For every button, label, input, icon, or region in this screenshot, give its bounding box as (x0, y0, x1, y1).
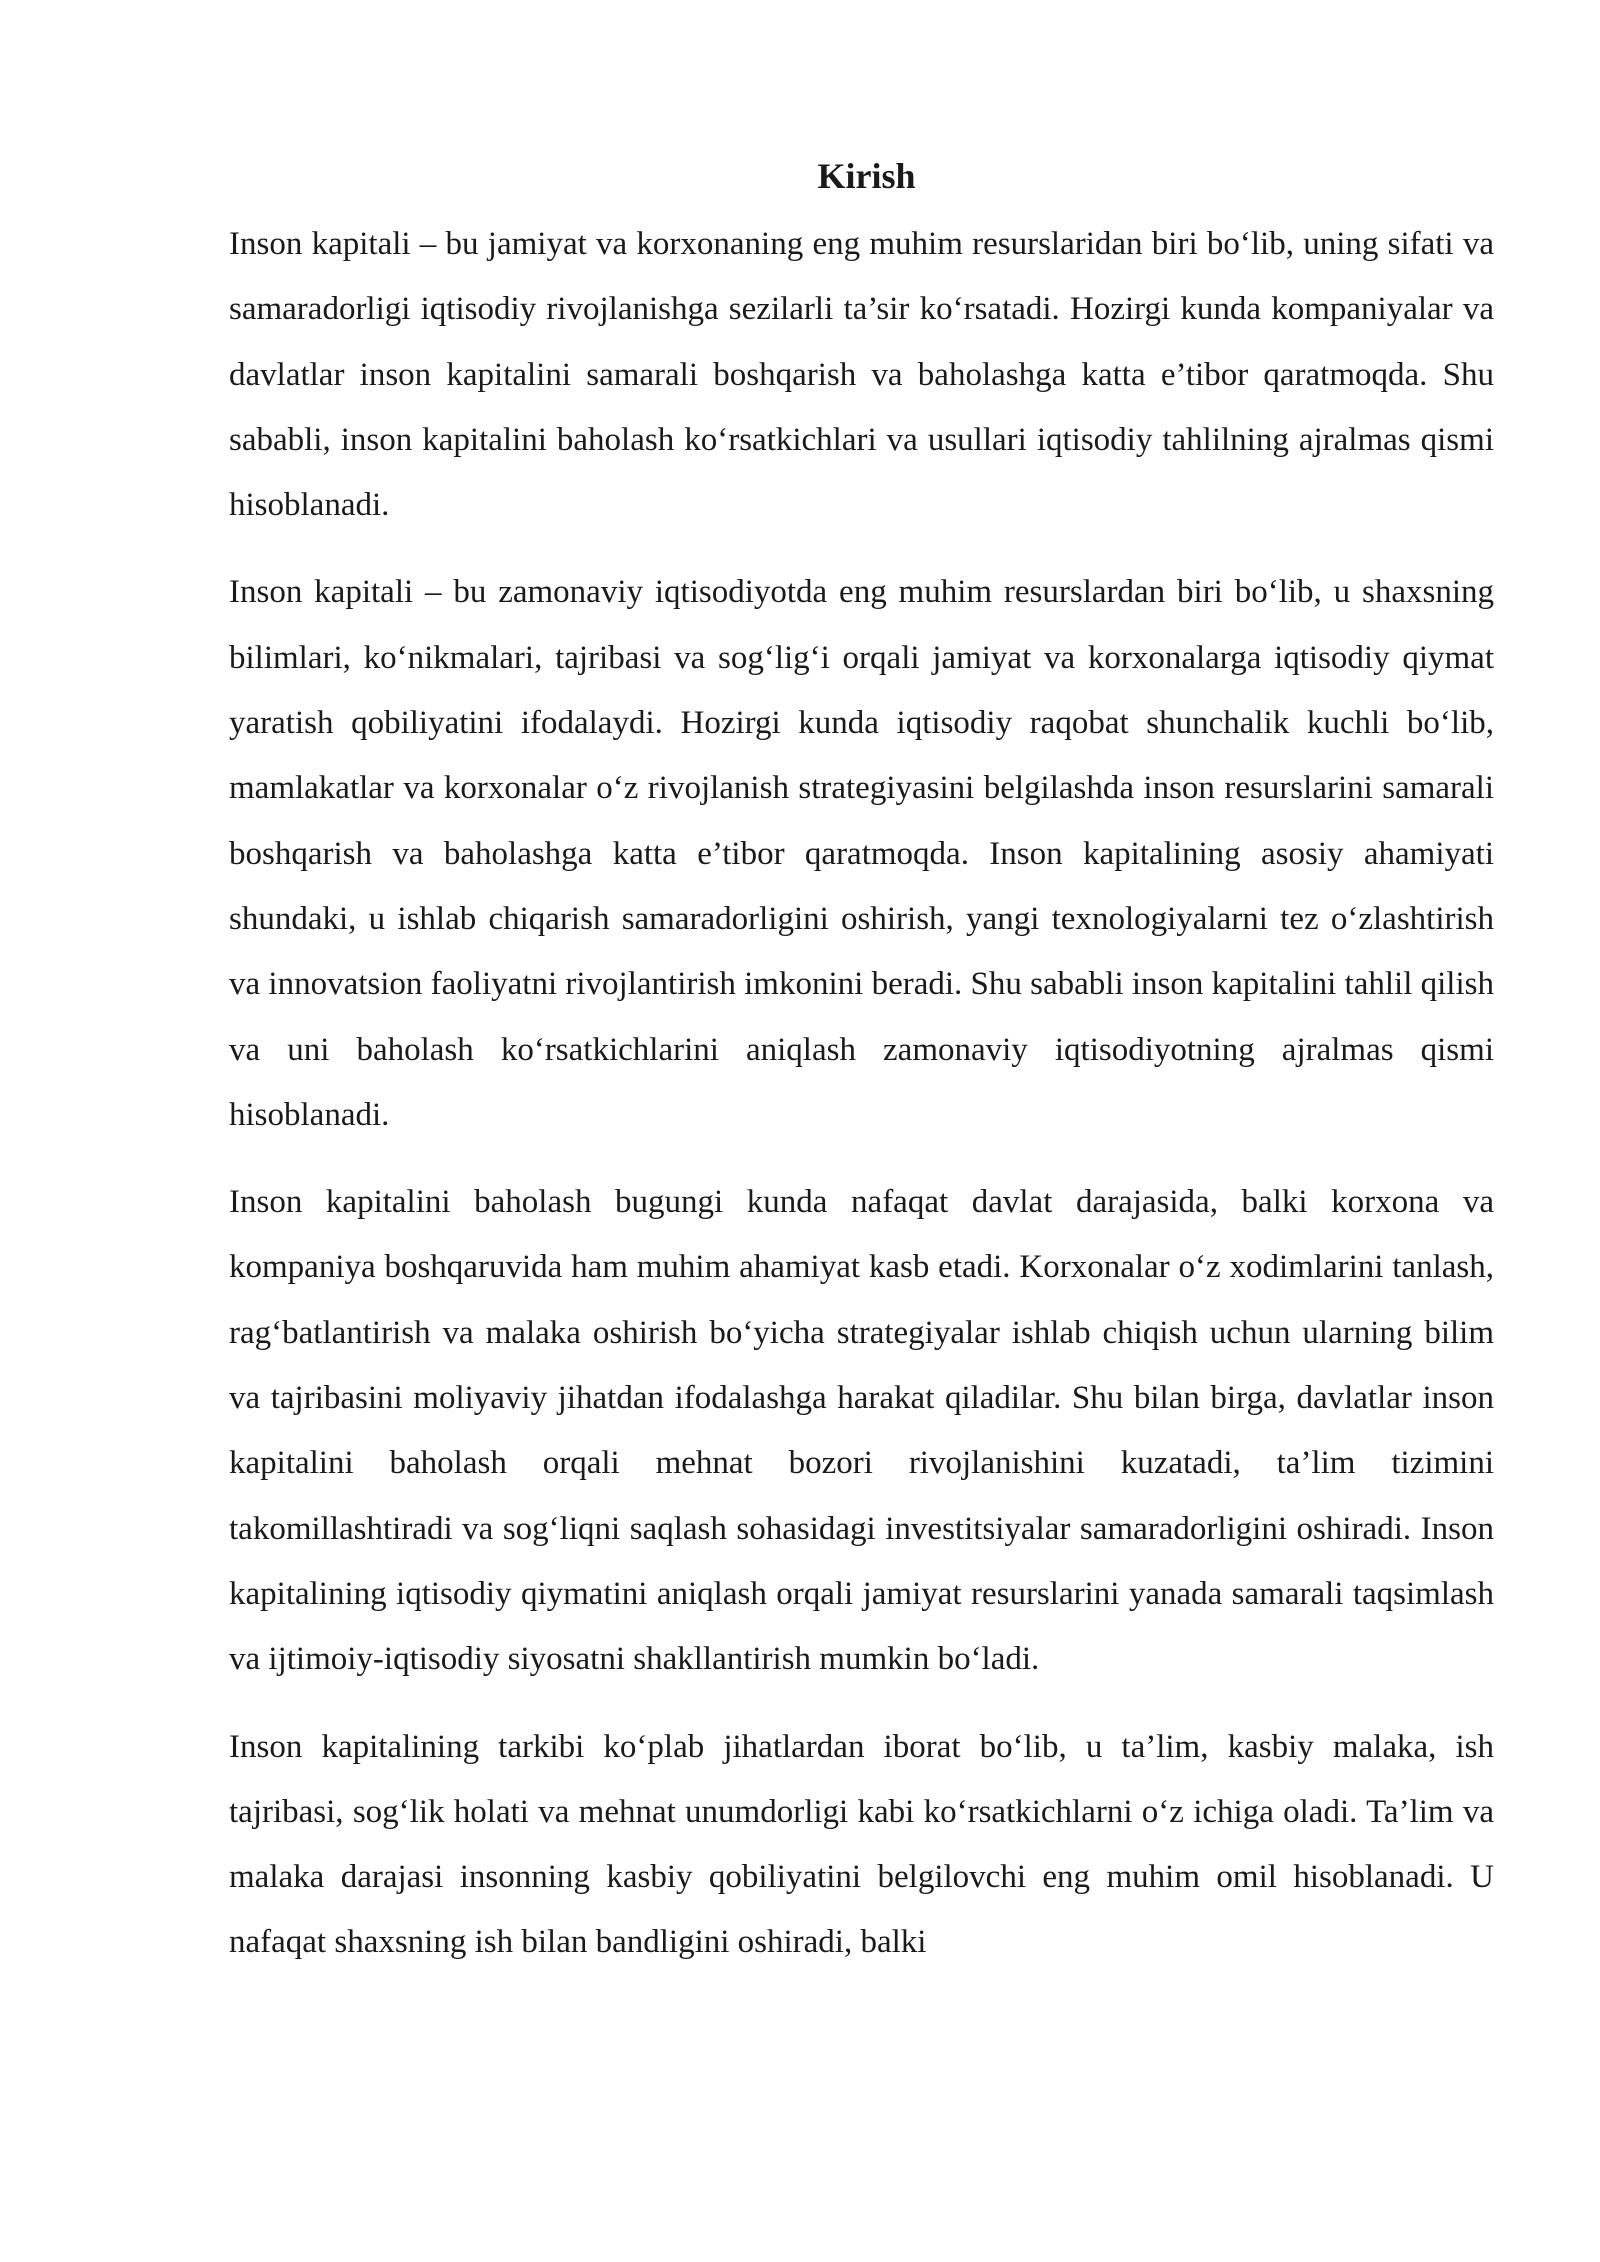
paragraph-2: Inson kapitali – bu zamonaviy iqtisodiyotda eng muhim resurslardan biri bo‘lib, u shaxsning bilimlari, ko‘nikmalari, tajribasi va sog‘lig‘i orqali jamiyat va korxonalarga iqtisodiy qiymat yaratish qobiliyatini ifodalaydi. Hozirgi kunda iqtisodiy raqobat shunchalik kuchli bo‘lib, mamlakatlar va korxonalar o‘z rivojlanish strategiyasini belgilashda inson resurslarini samarali boshqarish va baholashga katta e’tibor qaratmoqda. Inson kapitalining asosiy ahamiyati shundaki, u ishlab chiqarish samaradorligini oshirish, yangi texnologiyalarni tez o‘zlashtirish va innovatsion faoliyatni rivojlantirish imkonini beradi. Shu sababli inson kapitalini tahlil qilish va uni baholash ko‘rsatkichlarini aniqlash zamonaviy iqtisodiyotning ajralmas qismi hisoblanadi. (229, 574, 1494, 1133)
paragraph-4: Inson kapitalining tarkibi ko‘plab jihatlardan iborat bo‘lib, u ta’lim, kasbiy malaka, ish tajribasi, sog‘lik holati va mehnat unumdorligi kabi ko‘rsatkichlarni o‘z ichiga oladi. Ta’lim va malaka darajasi insonning kasbiy qobiliyatini belgilovchi eng muhim omil hisoblanadi. U nafaqat shaxsning ish bilan bandligini oshiradi, balki (229, 1728, 1494, 1961)
paragraph-3: Inson kapitalini baholash bugungi kunda nafaqat davlat darajasida, balki korxona va kompaniya boshqaruvida ham muhim ahamiyat kasb etadi. Korxonalar o‘z xodimlarini tanlash, rag‘batlantirish va malaka oshirish bo‘yicha strategiyalar ishlab chiqish uchun ularning bilim va tajribasini moliyaviy jihatdan ifodalashga harakat qiladilar. Shu bilan birga, davlatlar inson kapitalini baholash orqali mehnat bozori rivojlanishini kuzatadi, ta’lim tizimini takomillashtiradi va sog‘liqni saqlash sohasidagi investitsiyalar samaradorligini oshiradi. Inson kapitalining iqtisodiy qiymatini aniqlash orqali jamiyat resurslarini yanada samarali taqsimlash va ijtimoiy-iqtisodiy siyosatni shakllantirish mumkin bo‘ladi. (229, 1184, 1494, 1678)
paragraph-1: Inson kapitali – bu jamiyat va korxonaning eng muhim resurslaridan biri bo‘lib, uning sifati va samaradorligi iqtisodiy rivojlanishga sezilarli ta’sir ko‘rsatadi. Hozirgi kunda kompaniyalar va davlatlar inson kapitalini samarali boshqarish va baholashga katta e’tibor qaratmoqda. Shu sababli, inson kapitalini baholash ko‘rsatkichlari va usullari iqtisodiy tahlilning ajralmas qismi hisoblanadi. (229, 226, 1494, 524)
document-body (229, 150, 1494, 1998)
page-title: Kirish (817, 156, 916, 196)
